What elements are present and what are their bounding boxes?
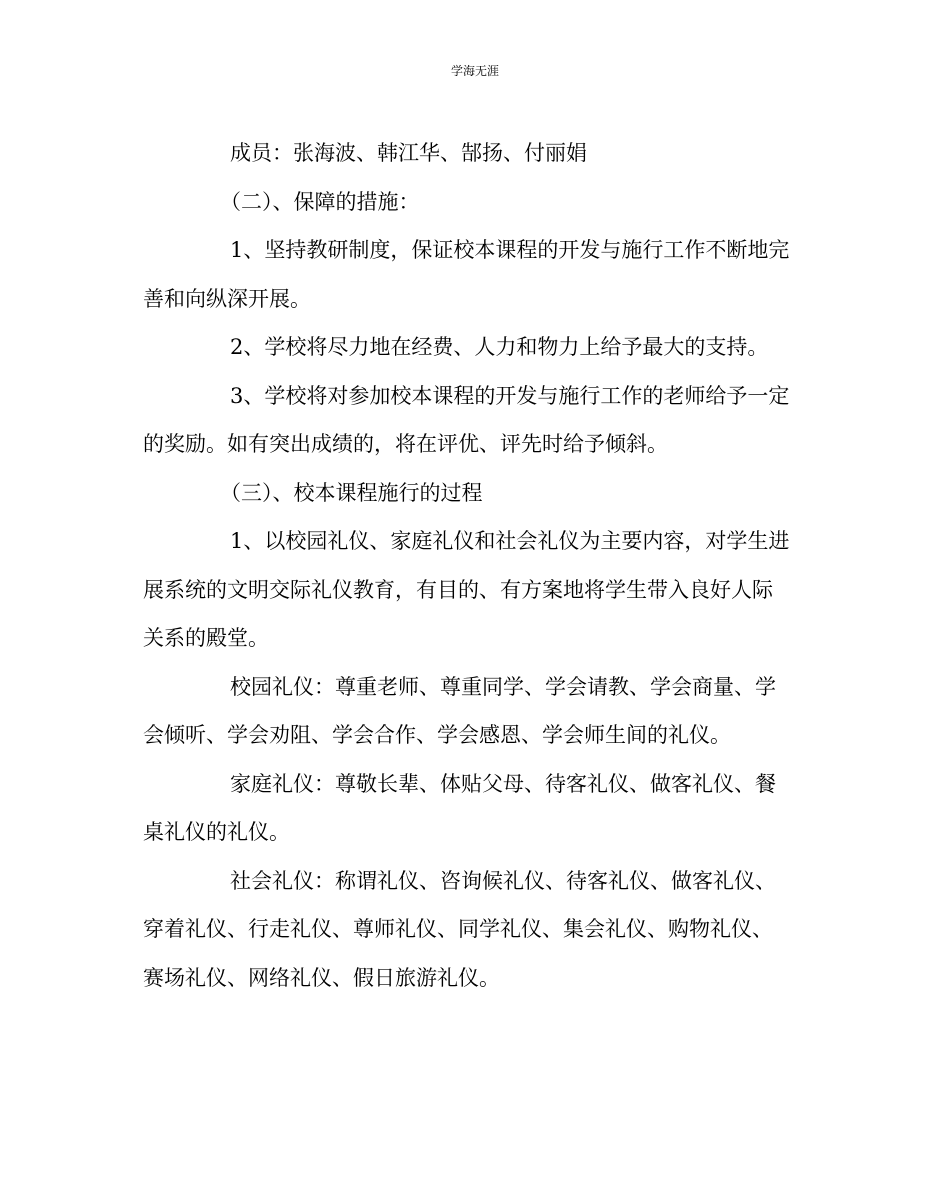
social-etiquette-line1: 社会礼仪：称谓礼仪、咨询候礼仪、待客礼仪、做客礼仪、 [230, 868, 776, 893]
page-header: 学海无涯 [450, 64, 499, 78]
document-body [143, 129, 811, 1002]
section2-heading: （二）、保障的措施： [220, 189, 420, 214]
social-etiquette-line2: 穿着礼仪、行走礼仪、尊师礼仪、同学礼仪、集会礼仪、购物礼仪、 [143, 917, 773, 941]
family-etiquette-line2: 桌礼仪的礼仪。 [143, 820, 290, 844]
item2-line: 2、学校将尽力地在经费、人力和物力上给予最大的支持。 [230, 335, 769, 359]
family-etiquette-line1: 家庭礼仪：尊敬长辈、体贴父母、待客礼仪、做客礼仪、餐 [230, 771, 776, 796]
item3-line2: 的奖励。如有突出成绩的，将在评优、评先时给予倾斜。 [143, 432, 668, 456]
section3-heading: （三）、校本课程施行的过程 [220, 480, 483, 505]
campus-etiquette-line2: 会倾听、学会劝阻、学会合作、学会感恩、学会师生间的礼仪。 [143, 723, 731, 747]
social-etiquette-line3: 赛场礼仪、网络礼仪、假日旅游礼仪。 [143, 965, 500, 990]
item1-line1: 1、坚持教研制度，保证校本课程的开发与施行工作不断地完 [230, 238, 790, 262]
campus-etiquette-line1: 校园礼仪：尊重老师、尊重同学、学会请教、学会商量、学 [230, 674, 776, 699]
item1-line2: 善和向纵深开展。 [143, 286, 311, 311]
proc1-line1: 1、以校园礼仪、家庭礼仪和社会礼仪为主要内容，对学生进 [230, 529, 790, 553]
item3-line1: 3、学校将对参加校本课程的开发与施行工作的老师给予一定 [230, 383, 790, 408]
proc1-line2: 展系统的文明交际礼仪教育，有目的、有方案地将学生带入良好人际 [143, 577, 773, 602]
proc1-line3: 关系的殿堂。 [143, 626, 269, 650]
members-line: 成员：张海波、韩江华、郜扬、付丽娟 [230, 141, 587, 165]
